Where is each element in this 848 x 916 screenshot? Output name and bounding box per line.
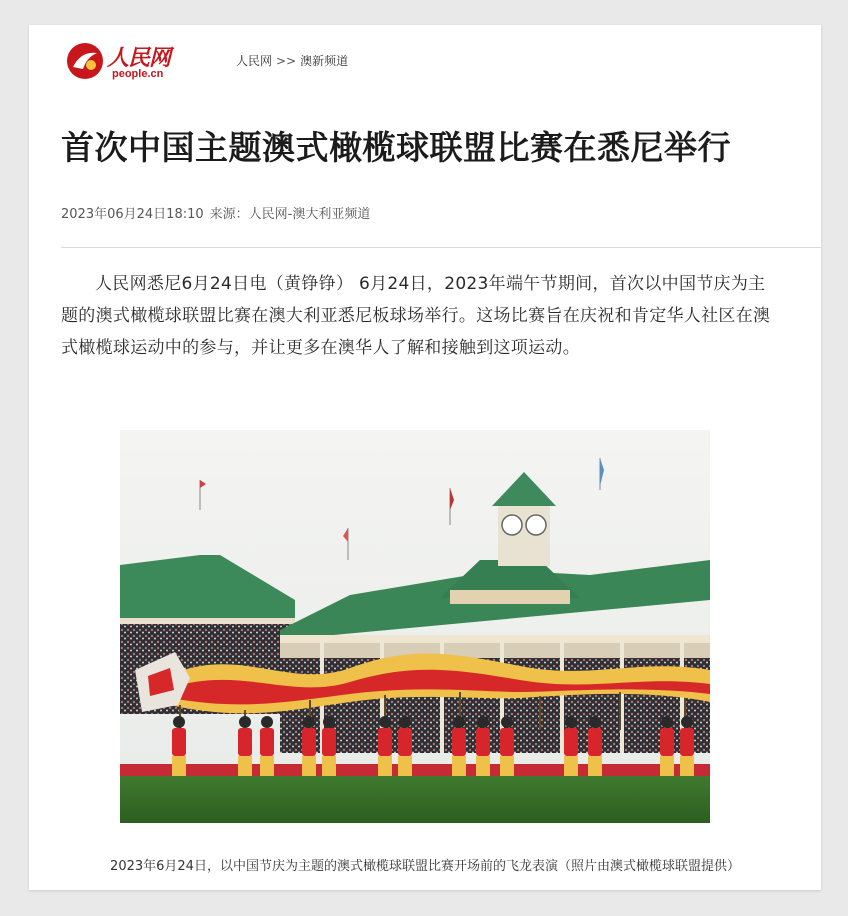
article-photo	[120, 430, 710, 823]
article-card	[29, 25, 821, 890]
logo-text-cn: 人民网	[107, 45, 171, 71]
breadcrumb-separator: >>	[276, 54, 297, 68]
breadcrumb-channel-link[interactable]: 澳新频道	[300, 54, 349, 68]
logo-text-en: people.cn	[112, 68, 164, 80]
article-title: 首次中国主题澳式橄榄球联盟比赛在悉尼举行	[61, 128, 731, 167]
photo-caption: 2023年6月24日，以中国节庆为主题的澳式橄榄球联盟比赛开场前的飞龙表演（照片由澳式橄榄球联盟提供）	[110, 859, 740, 874]
logo-emblem-icon	[65, 41, 105, 81]
breadcrumb	[236, 52, 348, 69]
article-paragraph: 人民网悉尼6月24日电（黄铮铮） 6月24日，2023年端午节期间，首次以中国节庆为主题的澳式橄榄球联盟比赛在澳大利亚悉尼板球场举行。这场比赛旨在庆祝和肯定华人社区在澳式橄榄球运动中的参与，并让更多在澳华人了解和接触到这项运动。	[61, 274, 771, 358]
header-divider	[61, 247, 821, 248]
site-logo[interactable]	[65, 41, 185, 81]
breadcrumb-home-link[interactable]: 人民网	[236, 54, 273, 68]
source-label: 来源：	[209, 207, 249, 222]
publish-datetime: 2023年06月24日18:10	[61, 207, 204, 222]
article-meta	[61, 203, 370, 222]
source-link[interactable]: 人民网-澳大利亚频道	[248, 207, 371, 222]
